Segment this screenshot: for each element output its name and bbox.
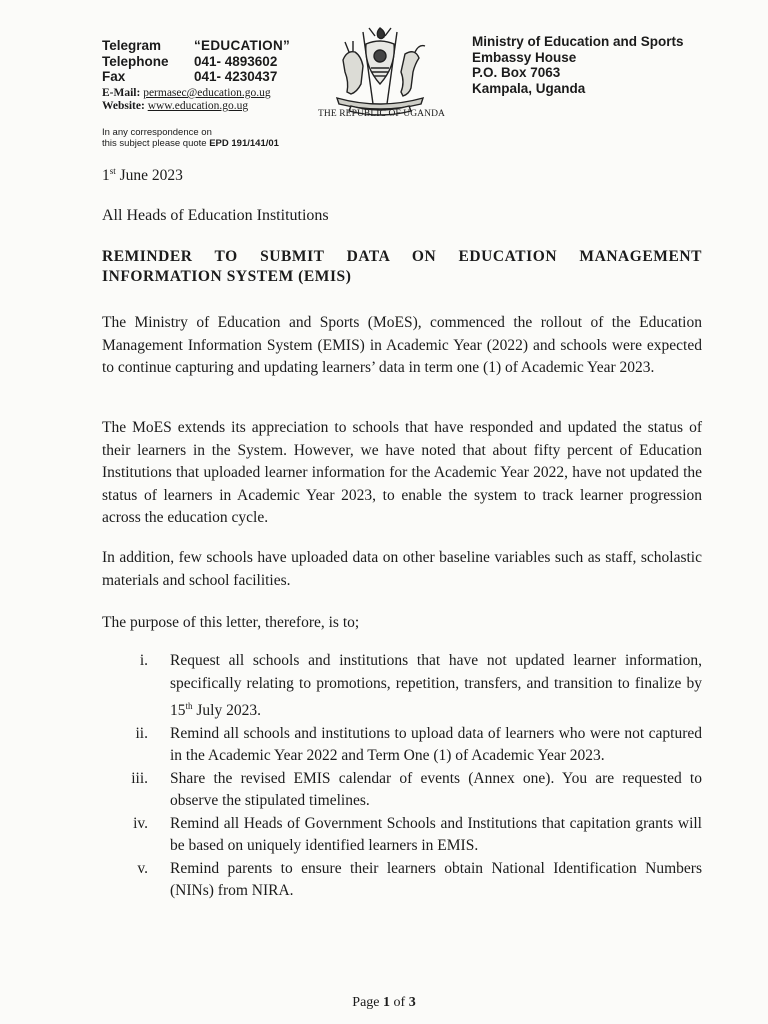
list-item (102, 723, 702, 768)
list-text: Remind all Heads of Government Schools and Institutions that capitation grants will be based on uniquely identified learners in EMIS. (170, 814, 702, 855)
purpose-list (102, 650, 702, 903)
email-website-block (102, 87, 271, 113)
body-paragraph: The purpose of this letter, therefore, is to; (102, 614, 360, 631)
address-line: P.O. Box 7063 (472, 65, 561, 80)
arms-caption: THE REPUBLIC OF UGANDA (318, 109, 446, 119)
correspondence-note (102, 127, 279, 149)
list-text-part: Request all schools and institutions that have not updated learner information, specifically relating to promotions, repetition, transfers, and transition to finalize by 15 (170, 652, 702, 720)
addressee: All Heads of Education Institutions (102, 207, 329, 224)
list-item (102, 813, 702, 858)
footer-sep: of (393, 995, 406, 1010)
fax-label: Fax (102, 69, 126, 84)
page-footer (0, 995, 768, 1011)
letter-subject: REMINDER TO SUBMIT DATA ON EDUCATION MANAGEMENT INFORMATION SYSTEM (EMIS) (102, 248, 702, 285)
fax-value: 041- 4230437 (194, 69, 278, 84)
address-line: Ministry of Education and Sports (472, 34, 684, 49)
telegram-label: Telegram (102, 38, 162, 53)
list-text-sup: th (185, 701, 193, 711)
list-number: iv. (133, 814, 148, 832)
list-text (170, 650, 702, 723)
list-text: Remind all schools and institutions to upload data of learners who were not captured in the Academic Year 2022 and Term One (1) of Academic Year 2023. (170, 724, 702, 765)
list-number: v. (137, 859, 148, 877)
footer-current-page: 1 (383, 995, 391, 1010)
list-number: i. (139, 652, 148, 669)
list-item (102, 768, 702, 813)
telephone-value: 041- 4893602 (194, 53, 278, 69)
footer-total-pages: 3 (408, 995, 416, 1010)
correspondence-prefix: this subject please quote (102, 138, 207, 149)
list-number: ii. (135, 724, 148, 742)
email-label: E-Mail: (102, 87, 141, 99)
list-number: iii. (131, 769, 148, 787)
list-item (102, 858, 702, 903)
telephone-label: Telephone (102, 53, 169, 69)
address-line: Kampala, Uganda (472, 80, 586, 96)
website-link[interactable]: www.education.go.ug (147, 100, 249, 112)
ministry-address (472, 34, 684, 96)
address-line: Embassy House (472, 49, 577, 65)
letter-date (102, 166, 183, 185)
reference-number: EPD 191/141/01 (209, 138, 279, 149)
footer-prefix: Page (352, 995, 380, 1010)
date-rest: June 2023 (119, 167, 183, 185)
coat-of-arms-icon (325, 24, 435, 116)
body-paragraph: The MoES extends its appreciation to schools that have responded and updated the status of their learners in the System. However, we have noted that about fifty percent of Education Institutions that uploaded learner information for the Academic Year 2022, have not updated the status of learners in Academic Year 2023, to enable the system to track learner progression across the education cycle. (102, 419, 702, 526)
list-item (102, 650, 702, 723)
contact-block (102, 38, 290, 85)
telegram-value: “EDUCATION” (194, 38, 291, 53)
date-day: 1 (102, 167, 110, 185)
list-text-part: July 2023. (192, 702, 261, 720)
email-link[interactable]: permasec@education.go.ug (143, 87, 271, 99)
date-suffix: st (109, 166, 116, 176)
correspondence-line: In any correspondence on (102, 127, 212, 138)
body-paragraph: The Ministry of Education and Sports (MoES), commenced the rollout of the Education Management Information System (EMIS) in Academic Year (2022) and schools were expected to continue capturing and updating learners’ data in term one (1) of Academic Year 2023. (102, 314, 702, 376)
list-text: Remind parents to ensure their learners obtain National Identification Numbers (NINs) from NIRA. (170, 859, 702, 900)
body-paragraph: In addition, few schools have uploaded data on other baseline variables such as staff, scholastic materials and school facilities. (102, 549, 702, 589)
website-label: Website: (102, 100, 145, 112)
list-text: Share the revised EMIS calendar of events (Annex one). You are requested to observe the stipulated timelines. (170, 769, 702, 810)
